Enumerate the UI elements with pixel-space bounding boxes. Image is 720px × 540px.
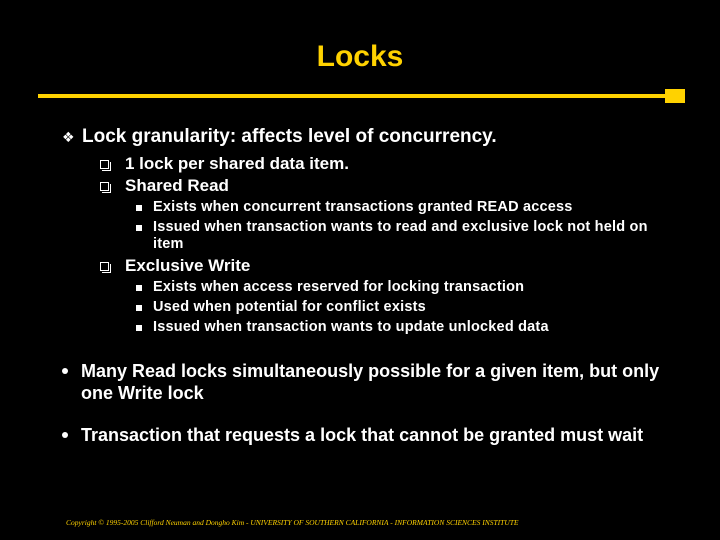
- diamond-bullet-icon: ❖: [62, 129, 75, 145]
- title-underline-end-block: [665, 89, 685, 103]
- sub-bullet-1: [100, 154, 660, 174]
- sub-bullet-3: [100, 256, 660, 276]
- square-bullet-icon: [136, 205, 142, 211]
- point-2-text: Transaction that requests a lock that cannot be granted must wait: [81, 425, 644, 445]
- sub-bullet-1-text: 1 lock per shared data item.: [125, 154, 349, 173]
- point-1: [62, 360, 672, 404]
- copyright-footer: Copyright © 1995-2005 Clifford Neuman and Dongho Kim - UNIVERSITY OF SOUTHERN CALIFORNIA - INFORMATION SCIENCES INSTITUTE: [66, 518, 519, 527]
- slide-title: [0, 40, 720, 74]
- sub-bullet-2-item-2: [136, 219, 666, 253]
- point-2: [62, 424, 702, 446]
- title-underline: [38, 94, 668, 98]
- square-bullet-icon: [136, 285, 142, 291]
- checkbox-bullet-icon: [100, 262, 109, 271]
- sub-bullet-2: [100, 176, 660, 196]
- round-bullet-icon: [62, 432, 68, 438]
- sub-bullet-3-item-3-text: Issued when transaction wants to update unlocked data: [153, 319, 549, 335]
- point-1-text: Many Read locks simultaneously possible for a given item, but only one Write lock: [81, 361, 660, 403]
- square-bullet-icon: [136, 305, 142, 311]
- checkbox-bullet-icon: [100, 160, 109, 169]
- sub-bullet-3-item-2-text: Used when potential for conflict exists: [153, 299, 426, 315]
- round-bullet-icon: [62, 368, 68, 374]
- sub-bullet-2-text: Shared Read: [125, 176, 229, 195]
- sub-bullet-3-item-1-text: Exists when access reserved for locking transaction: [153, 279, 525, 295]
- sub-bullet-3-item-3: [136, 319, 676, 336]
- sub-bullet-3-item-2: [136, 299, 676, 316]
- sub-bullet-3-item-1: [136, 279, 676, 296]
- slide-title-text: Locks: [316, 40, 404, 73]
- main-bullet: [62, 126, 702, 148]
- sub-bullet-2-item-1-text: Exists when concurrent transactions granted READ access: [153, 199, 573, 215]
- square-bullet-icon: [136, 225, 142, 231]
- sub-bullet-3-text: Exclusive Write: [125, 256, 251, 275]
- main-bullet-text: Lock granularity: affects level of concurrency.: [82, 126, 497, 147]
- square-bullet-icon: [136, 325, 142, 331]
- checkbox-bullet-icon: [100, 182, 109, 191]
- sub-bullet-2-item-2-text: Issued when transaction wants to read and exclusive lock not held on item: [153, 219, 648, 252]
- sub-bullet-2-item-1: [136, 199, 676, 216]
